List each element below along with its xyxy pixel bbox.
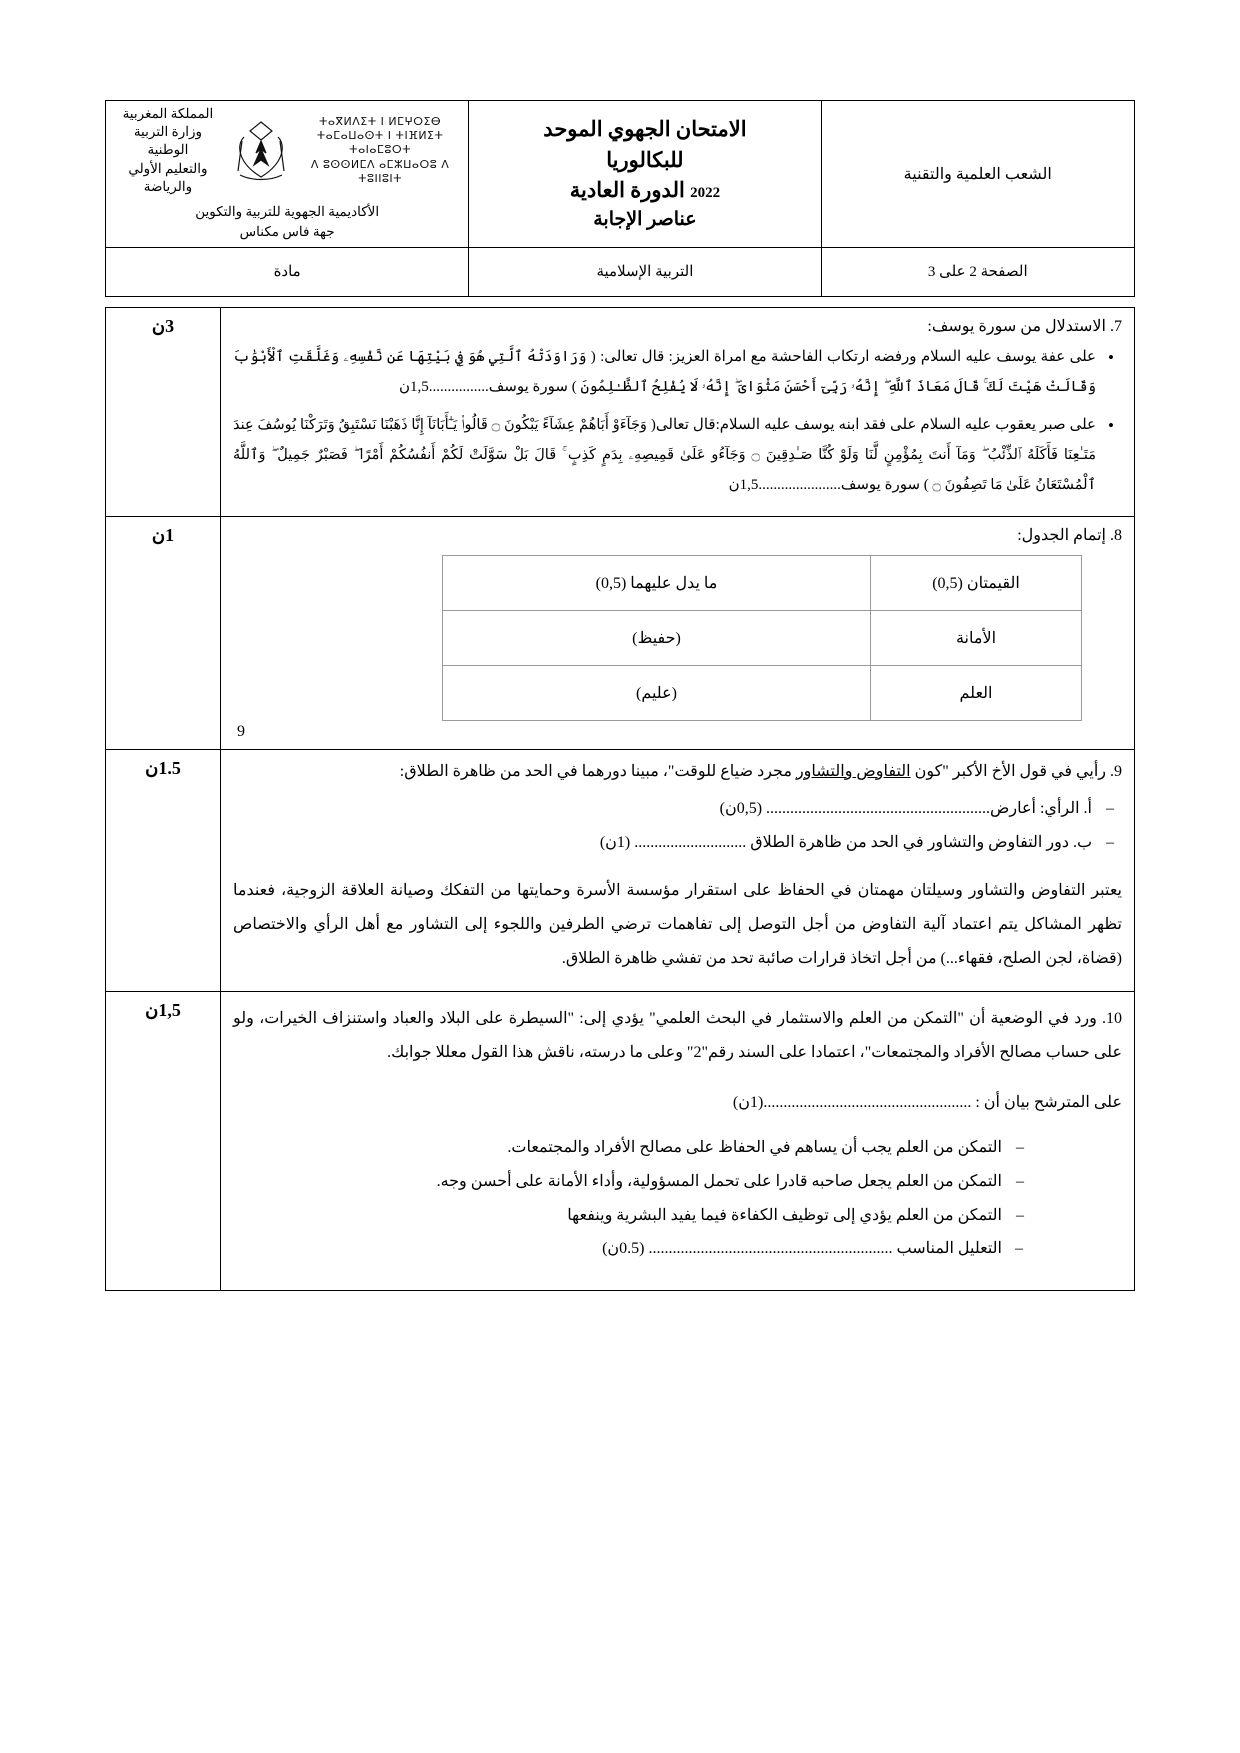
question-10-content bbox=[221, 991, 1135, 1290]
question-9-paragraph: يعتبر التفاوض والتشاور وسيلتان مهمتان في الحفاظ على استقرار مؤسسة الأسرة وحمايتها من التفكك وصيانة العلاقة الزوجية، فعندما تظهر المشاكل يتم اعتماد آلية التفاوض من أجل التوصل إلى تفاهمات ترضي الطرفين واللجوء إلى التشاور مع أهل الرأي والاختصاص (قضاة، لجن الصلح، فقهاء...) من أجل اتخاذ قرارات صائبة تحد من تفشي ظاهرة الطلاق. bbox=[233, 881, 1122, 968]
document-header-table bbox=[105, 100, 1135, 297]
question-9-title-part-a: رأيي في قول الأخ الأكبر "كون bbox=[910, 762, 1106, 780]
academy-line-1: الأكاديمية الجهوية للتربية والتكوين bbox=[195, 204, 380, 220]
row-1-evidence: (حفيظ) bbox=[443, 610, 871, 665]
question-9-item-1: – أ. الرأي: أعارض........................................................ (0,5ن) bbox=[233, 792, 1092, 826]
question-7-title-line bbox=[233, 316, 1122, 336]
subject-label-cell: مادة bbox=[106, 247, 469, 296]
question-7-content bbox=[221, 307, 1135, 516]
kingdom-line-2: وزارة التربية الوطنية bbox=[133, 124, 203, 158]
question-row-9 bbox=[106, 749, 1135, 991]
question-row-8 bbox=[106, 516, 1135, 749]
question-10-item-1: – التمكن من العلم يجب أن يساهم في الحفاظ على مصالح الأفراد والمجتمعات. bbox=[233, 1131, 1002, 1165]
page-number-cell: الصفحة 2 على 3 bbox=[821, 247, 1134, 296]
question-9-number: 9. bbox=[1110, 762, 1122, 780]
exam-title-line2: للبكالوريا bbox=[606, 147, 684, 172]
question-7-bullet-1 bbox=[233, 342, 1096, 402]
header-cell-values: القيمتان (0,5) bbox=[871, 555, 1082, 610]
bullet-1-quran: وَرَاوَدَتْهُ ٱلَّتِي هُوَ فِي بَيْتِهَا عَن نَّفْسِهِۦ وَغَلَّقَتِ ٱلْأَبْوَٰبَ وَقَالَتْ هَيْتَ لَكَ ۚ قَالَ مَعَاذَ ٱللَّهِ ۖ إِنَّهُۥ رَبِّىٓ أَحْسَنَ مَثْوَاىَ ۖ إِنَّهُۥ لَا يُفْلِحُ ٱلظَّـٰلِمُونَ bbox=[233, 348, 1096, 395]
question-row-10 bbox=[106, 991, 1135, 1290]
question-row-7 bbox=[106, 307, 1135, 516]
exam-title bbox=[475, 114, 814, 233]
exam-session-line bbox=[475, 175, 814, 205]
question-10-title: ورد في الوضعية أن "التمكن من العلم والاستثمار في البحث العلمي" يؤدي إلى: "السيطرة على البلاد والعباد واستنزاف الخيرات، ولو على حساب مصالح الأفراد والمجتمعات"، اعتمادا على السند رقم"2" وعلى ما درسته، ناقش هذا القول معللا جوابك. bbox=[233, 1009, 1122, 1062]
table-header-row bbox=[443, 555, 1082, 610]
question-9-items bbox=[233, 792, 1122, 859]
bullet-2-outro: ) سورة يوسف......................1,5ن bbox=[728, 476, 929, 493]
question-7-bullets bbox=[233, 342, 1122, 500]
header-bottom-row bbox=[106, 247, 1135, 296]
question-10-items bbox=[233, 1131, 1122, 1265]
branch-label: الشعب العلمية والتقنية bbox=[903, 165, 1052, 183]
bottom-spacer bbox=[233, 1272, 1122, 1282]
question-10-item-3: – التمكن من العلم يؤدي إلى توظيف الكفاءة فيما يفيد البشرية وينفعها bbox=[233, 1199, 1002, 1233]
ministry-identity bbox=[112, 105, 462, 196]
question-9-title-line bbox=[233, 758, 1122, 787]
question-10-number: 10. bbox=[1102, 1009, 1123, 1027]
question-8-title-line bbox=[233, 525, 1122, 545]
question-7-title: الاستدلال من سورة يوسف: bbox=[927, 317, 1106, 335]
bullet-1-intro: على عفة يوسف عليه السلام ورفضه ارتكاب الفاحشة مع امراة العزيز: قال تعالى: ( bbox=[590, 348, 1096, 365]
branch-cell bbox=[821, 101, 1134, 248]
table-row bbox=[443, 610, 1082, 665]
exam-title-line1: الامتحان الجهوي الموحد bbox=[543, 117, 747, 142]
exam-title-line4: عناصر الإجابة bbox=[593, 208, 697, 230]
question-10-lead: على المترشح بيان أن : ....................................................(1ن) bbox=[732, 1093, 1122, 1111]
exam-year: 2022 bbox=[690, 185, 721, 202]
question-9-title-part-b: مجرد ضياع للوقت"، مبينا دورهما في الحد من ظاهرة الطلاق: bbox=[399, 762, 796, 780]
academy-lines bbox=[112, 196, 462, 243]
ministry-cell bbox=[106, 101, 469, 248]
kingdom-line-1: المملكة المغربية bbox=[122, 106, 214, 121]
question-10-marks: 1,5ن bbox=[106, 991, 221, 1290]
subject-value-cell: التربية الإسلامية bbox=[469, 247, 821, 296]
row-2-evidence: (عليم) bbox=[443, 665, 871, 720]
question-8-title: إتمام الجدول: bbox=[1017, 526, 1106, 544]
question-8-number: 8. bbox=[1110, 526, 1122, 544]
header-top-row bbox=[106, 101, 1135, 248]
question-10-title-line bbox=[233, 1002, 1122, 1071]
question-8-content bbox=[221, 516, 1135, 749]
table-row bbox=[443, 665, 1082, 720]
question-7-bullet-2 bbox=[233, 410, 1096, 500]
question-9-content bbox=[221, 749, 1135, 991]
tifinagh-line-2: ⵜⴰⵎⴰⵡⴰⵙⵜ ⵏ ⵜⵏⴼⵍⵉⵜ ⵜⴰⵏⴰⵎⵓⵔⵜ bbox=[316, 129, 444, 157]
tifinagh-lines bbox=[298, 115, 462, 186]
row-2-value: العلم bbox=[871, 665, 1082, 720]
question-9-item-2: – ب. دور التفاوض والتشاور في الحد من ظاهرة الطلاق ............................ (1ن) bbox=[233, 826, 1092, 860]
kingdom-lines bbox=[112, 105, 224, 196]
coat-of-arms-icon bbox=[232, 119, 290, 183]
answers-table bbox=[105, 307, 1135, 1291]
stray-number-9: 9 bbox=[237, 722, 245, 740]
question-7-marks: 3ن bbox=[106, 307, 221, 516]
bullet-2-quran: وَجَآءَوْ أَبَاهُمْ عِشَآءً يَبْكُونَ ۝ قَالُوا۟ يَـٰٓأَبَانَآ إِنَّا ذَهَبْنَا نَسْتَبِقُ وَتَرَكْنَا يُوسُفَ عِندَ مَتَـٰعِنَا فَأَكَلَهُ ٱلذِّئْبُ ۖ وَمَآ أَنتَ بِمُؤْمِنٍ لَّنَا وَلَوْ كُنَّا صَـٰدِقِينَ ۝ وَجَآءُو عَلَىٰ قَمِيصِهِۦ بِدَمٍ كَذِبٍ ۚ قَالَ بَلْ سَوَّلَتْ لَكُمْ أَنفُسُكُمْ أَمْرًا ۖ فَصَبْرٌ جَمِيلٌ ۖ وَٱللَّهُ ٱلْمُسْتَعَانُ عَلَىٰ مَا تَصِفُونَ ۝ bbox=[233, 416, 1097, 493]
question-9-marks: 1.5ن bbox=[106, 749, 221, 991]
academy-line-2: جهة فاس مكناس bbox=[239, 224, 335, 240]
exam-title-cell bbox=[469, 101, 821, 248]
bullet-1-outro: ) سورة يوسف................1,5ن bbox=[399, 378, 577, 395]
exam-title-line3: الدورة العادية bbox=[569, 178, 685, 203]
header-cell-evidence: ما يدل عليهما (0,5) bbox=[443, 555, 871, 610]
question-9-title-underlined: التفاوض والتشاور bbox=[795, 762, 911, 780]
tifinagh-line-3: ⴷ ⵓⵙⵙⵍⵎⴷ ⴰⵎⵣⵡⴰⵔⵓ ⴷ ⵜⵓⵏⵏⵓⵏⵜ bbox=[310, 157, 450, 185]
question-10-item-4: – التعليل المناسب ............................................................. (0.5ن) bbox=[233, 1232, 1002, 1266]
row-1-value: الأمانة bbox=[871, 610, 1082, 665]
kingdom-line-3: والتعليم الأولي والرياضة bbox=[128, 160, 208, 194]
tifinagh-line-1: ⵜⴰⴳⵍⴷⵉⵜ ⵏ ⵍⵎⵖⵔⵉⴱ bbox=[318, 114, 442, 128]
bullet-2-intro: على صبر يعقوب عليه السلام على فقد ابنه يوسف عليه السلام:قال تعالى( bbox=[646, 416, 1096, 433]
question-10-item-2: – التمكن من العلم يجعل صاحبه قادرا على تحمل المسؤولية، وأداء الأمانة على أحسن وجه. bbox=[233, 1165, 1002, 1199]
question-8-marks: 1ن bbox=[106, 516, 221, 749]
question-7-number: 7. bbox=[1110, 317, 1122, 335]
question-8-table bbox=[442, 555, 1082, 721]
